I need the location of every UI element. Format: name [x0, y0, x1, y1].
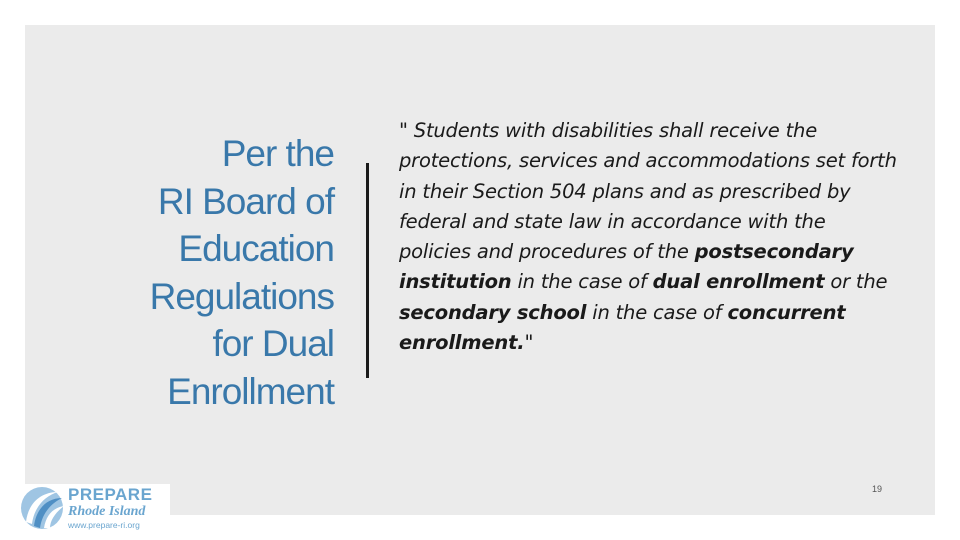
logo-url: www.prepare-ri.org: [68, 520, 140, 530]
title-line: for Dual: [212, 323, 334, 364]
quote-text: in the case of: [586, 300, 728, 324]
prepare-ri-logo: [18, 484, 170, 532]
quote-emphasis: postsecondary institution: [399, 240, 854, 294]
quote-text: in the case of: [511, 270, 653, 294]
slide-title: [60, 130, 334, 415]
quote-text: or the: [824, 270, 888, 294]
logo-subtitle: Rhode Island: [68, 504, 146, 519]
regulation-quote: [399, 116, 899, 358]
title-line: RI Board of: [157, 180, 334, 222]
swoosh-icon: [18, 484, 66, 532]
quote-emphasis: concurrent enrollment.: [399, 300, 846, 355]
vertical-divider: [366, 163, 369, 378]
title-line: Education: [178, 228, 334, 269]
quote-emphasis: secondary school: [399, 300, 587, 324]
quote-emphasis: dual enrollment: [652, 270, 825, 294]
quote-text: " Students with disabilities shall receive the protections, services and accommodations set forth in their Section 504 plans and as prescribed by federal and state law in accordance with the policies and procedures of the: [399, 119, 897, 264]
title-line: Regulations: [149, 275, 334, 317]
title-line: Per the: [221, 133, 334, 174]
page-number: 19: [871, 484, 882, 494]
title-line: Enrollment: [167, 370, 334, 412]
logo-name: PREPARE: [68, 485, 153, 504]
quote-text: ": [524, 331, 534, 355]
